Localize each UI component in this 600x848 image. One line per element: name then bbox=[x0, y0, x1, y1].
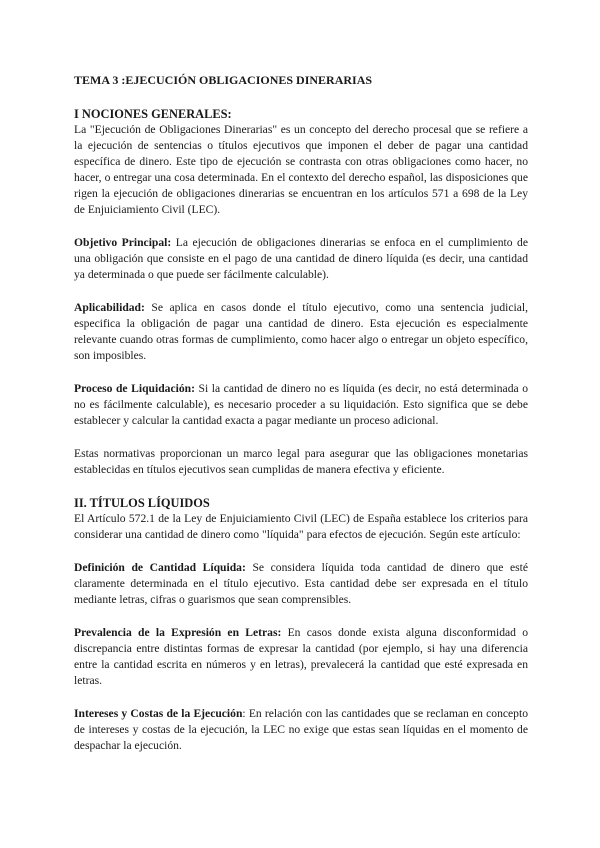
item-text: Si la cantidad de dinero no es líquida (es decir, no está determinada o no es fácilmente calculable), es necesario proceder a su liquidación. Esto significa que se debe establecer y calcular la cantidad exacta a pagar mediante un proceso adicional. bbox=[74, 382, 528, 427]
section-intro-paragraph: El Artículo 572.1 de la Ley de Enjuiciamiento Civil (LEC) de España establece los criterios para considerar una cantidad de dinero como "líquida" para efectos de ejecución. Según este artículo: bbox=[74, 512, 528, 541]
document-title: TEMA 3 :EJECUCIÓN OBLIGACIONES DINERARIAS bbox=[74, 73, 373, 87]
item-paragraph-objetivo-principal bbox=[74, 235, 528, 283]
section-heading-titulos-liquidos: II. TÍTULOS LÍQUIDOS bbox=[74, 496, 210, 510]
item-lead: Definición de Cantidad Líquida: bbox=[74, 561, 246, 574]
item-paragraph-definicion-cantidad-liquida bbox=[74, 560, 528, 608]
section-intro-paragraph: La "Ejecución de Obligaciones Dinerarias" es un concepto del derecho procesal que se refiere a la ejecución de sentencias o títulos ejecutivos que imponen el deber de pagar una cantidad específica de dinero. Este tipo de ejecución se contrasta con otras obligaciones como hacer, no hacer, o entregar una cosa determinada. En el contexto del derecho español, las disposiciones que rigen la ejecución de obligaciones dinerarias se encuentran en los artículos 571 a 698 de la Ley de Enjuiciamiento Civil (LEC). bbox=[74, 123, 528, 216]
item-paragraph-prevalencia-letras bbox=[74, 625, 528, 689]
item-text: : En relación con las cantidades que se reclaman en concepto de intereses y costas de la ejecución, la LEC no exige que estas sean líquidas en el momento de despachar la ejecución. bbox=[74, 707, 528, 752]
item-lead: Prevalencia de la Expresión en Letras: bbox=[74, 626, 282, 639]
item-text: En casos donde exista alguna disconformidad o discrepancia entre distintas formas de expresar la cantidad (por ejemplo, si hay una diferencia entre la cantidad escrita en números y en letras), prevalecerá la cantidad que esté expresada en letras. bbox=[74, 626, 529, 687]
section-closing-paragraph: Estas normativas proporcionan un marco legal para asegurar que las obligaciones monetarias establecidas en títulos ejecutivos sean cumplidas de manera efectiva y eficiente. bbox=[74, 447, 528, 476]
item-paragraph-aplicabilidad bbox=[74, 300, 528, 364]
item-text: Se aplica en casos donde el título ejecutivo, como una sentencia judicial, especifica la obligación de pagar una cantidad de dinero. Esta ejecución es especialmente relevante cuando otras formas de cumplimiento, como hacer algo o entregar un objeto específico, son imposibles. bbox=[74, 301, 528, 362]
item-lead: Objetivo Principal: bbox=[74, 236, 172, 249]
item-lead: Proceso de Liquidación: bbox=[74, 382, 195, 395]
item-lead: Aplicabilidad: bbox=[74, 301, 145, 314]
item-text: Se considera líquida toda cantidad de dinero que esté claramente determinada en el título ejecutivo. Esta cantidad debe ser expresada en el título mediante letras, cifras o guarismos que sean comprensibles. bbox=[74, 561, 528, 606]
item-lead: Intereses y Costas de la Ejecución bbox=[74, 707, 243, 720]
section-heading-nociones-generales: I NOCIONES GENERALES: bbox=[74, 107, 232, 121]
item-text: La ejecución de obligaciones dinerarias se enfoca en el cumplimiento de una obligación que consiste en el pago de una cantidad de dinero líquida (es decir, una cantidad ya determinada o que puede ser fácilmente calculable). bbox=[74, 236, 529, 281]
item-paragraph-intereses-costas bbox=[74, 706, 528, 754]
document-body bbox=[74, 72, 528, 771]
item-paragraph-proceso-liquidacion bbox=[74, 381, 528, 429]
